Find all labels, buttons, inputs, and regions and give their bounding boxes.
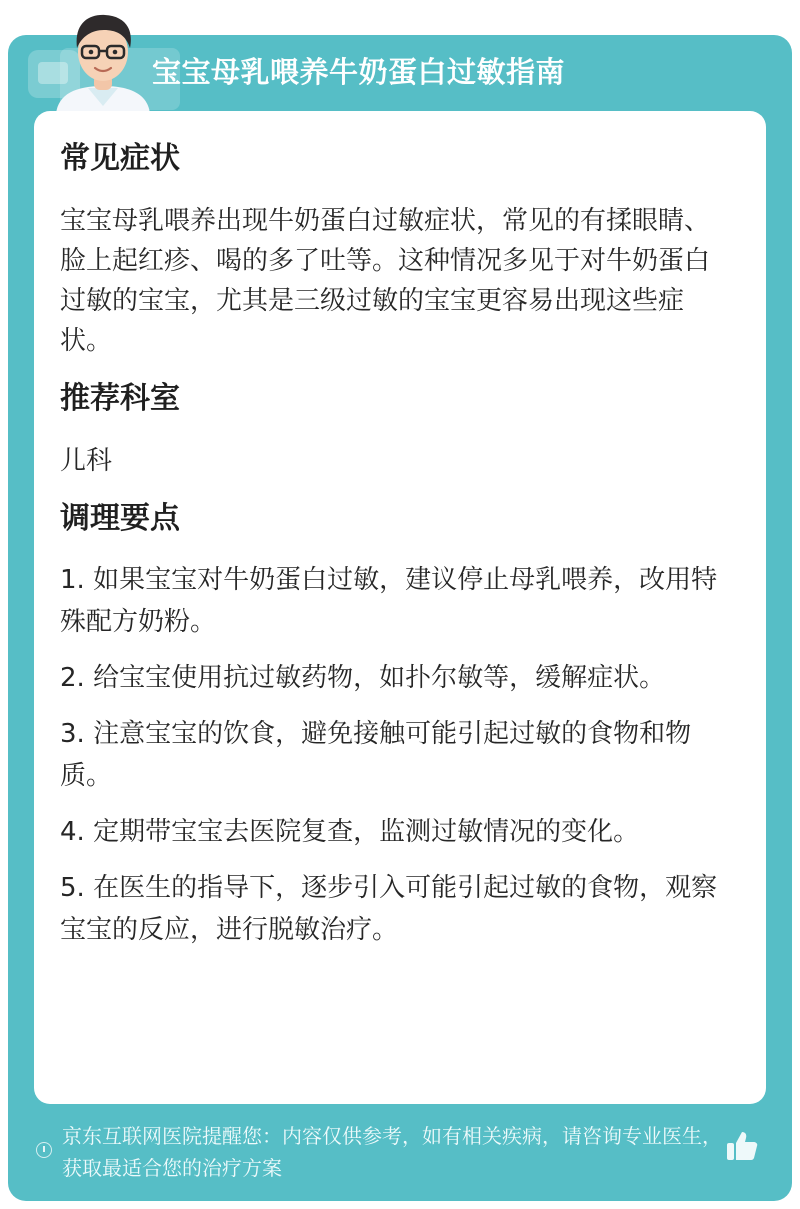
doctor-avatar-icon: [48, 6, 158, 114]
department-text: 儿科: [60, 446, 113, 476]
section-title-symptoms: 常见症状: [60, 141, 180, 176]
care-point-5: 5. 在医生的指导下，逐步引入可能引起过敏的食物，观察宝宝的反应，进行脱敏治疗。: [60, 873, 718, 945]
section-title-care-points: 调理要点: [60, 501, 180, 536]
care-point-3: 3. 注意宝宝的饮食，避免接触可能引起过敏的食物和物质。: [60, 719, 692, 791]
disclaimer-text: 京东互联网医院提醒您：内容仅供参考，如有相关疾病，请咨询专业医生，获取最适合您的治疗方案: [62, 1124, 722, 1180]
page-title: 宝宝母乳喂养牛奶蛋白过敏指南: [152, 55, 566, 89]
content-panel: [34, 111, 766, 1104]
section-title-department: 推荐科室: [60, 381, 180, 416]
care-point-1: 1. 如果宝宝对牛奶蛋白过敏，建议停止母乳喂养，改用特殊配方奶粉。: [60, 565, 718, 637]
symptoms-text: 宝宝母乳喂养出现牛奶蛋白过敏症状，常见的有揉眼睛、脸上起红疹、喝的多了吐等。这种情况多见于对牛奶蛋白过敏的宝宝，尤其是三级过敏的宝宝更容易出现这些症状。: [60, 206, 711, 356]
care-point-2: 2. 给宝宝使用抗过敏药物，如扑尔敏等，缓解症状。: [60, 663, 666, 693]
thumbs-up-icon[interactable]: [724, 1128, 760, 1164]
info-icon: [36, 1142, 52, 1158]
care-point-4: 4. 定期带宝宝去医院复查，监测过敏情况的变化。: [60, 817, 640, 847]
content-body: [60, 135, 728, 951]
